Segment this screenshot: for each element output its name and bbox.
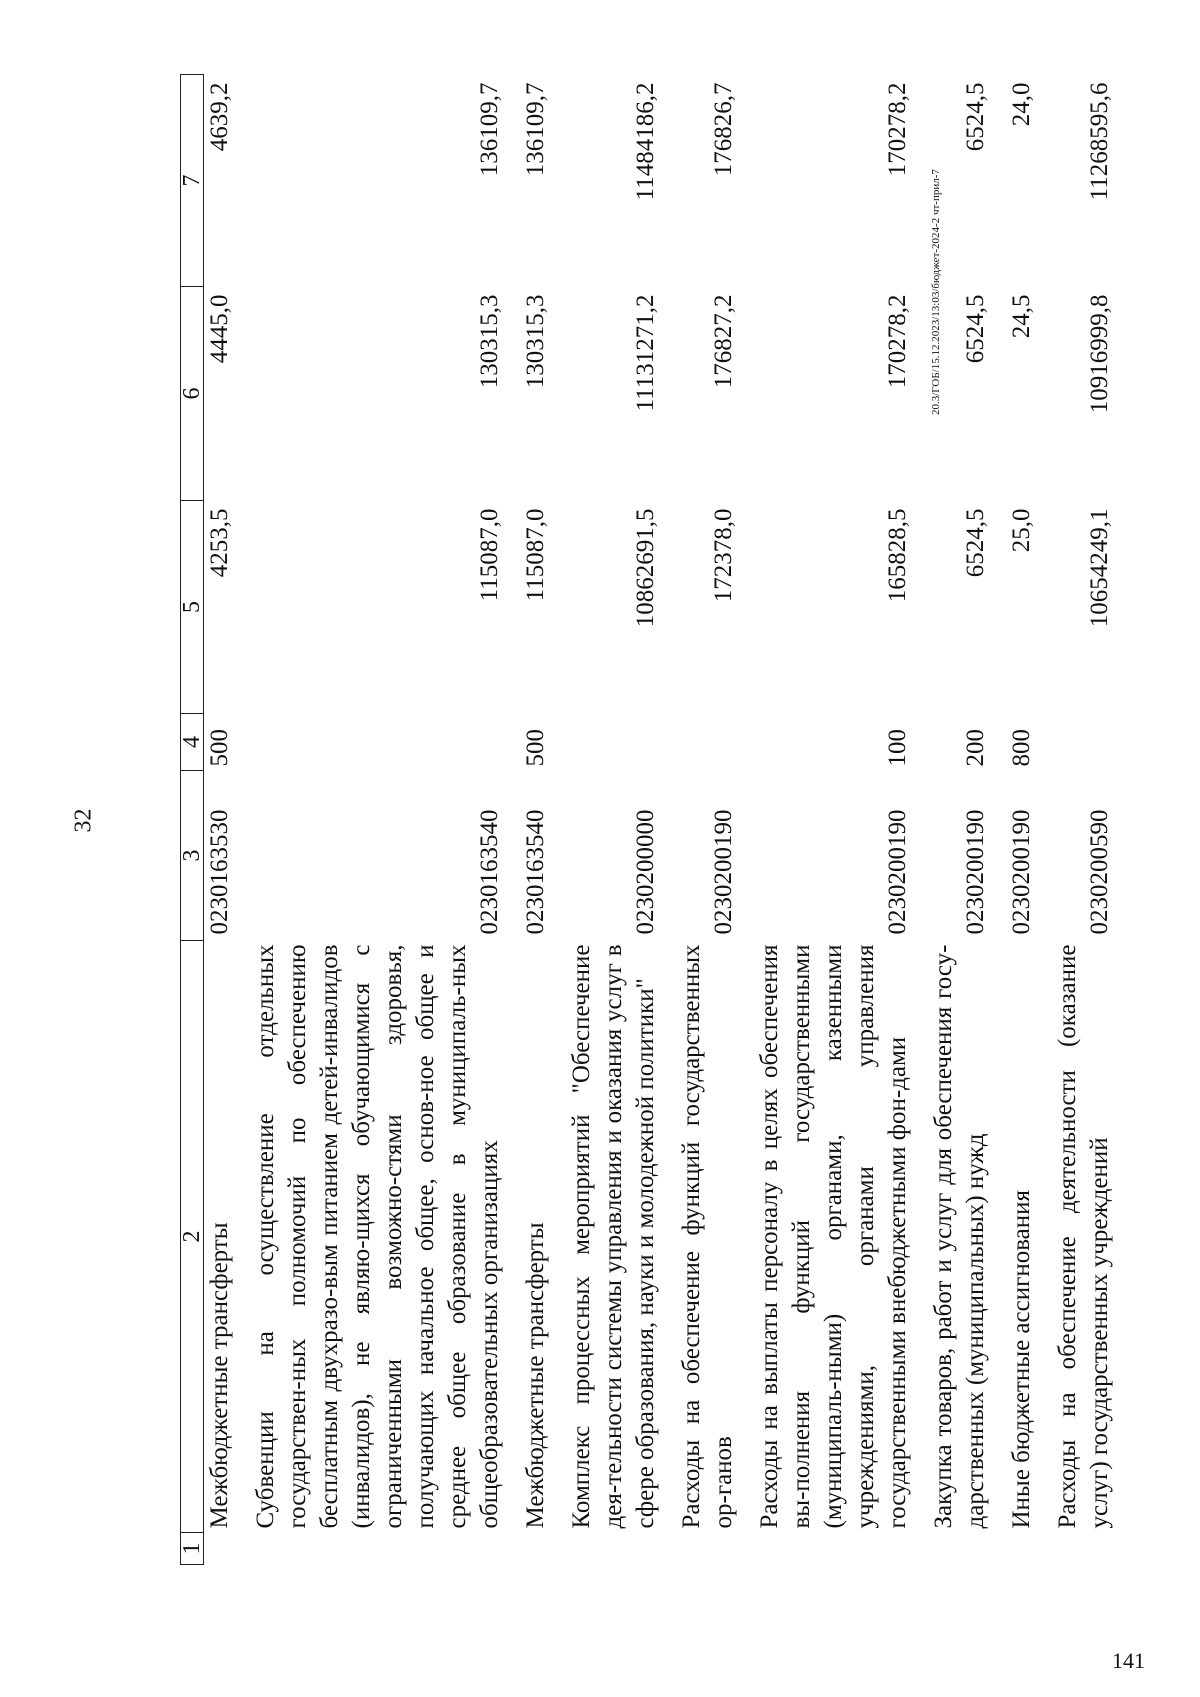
table-row [662, 75, 740, 1565]
row-value-col6: 176827,2 [710, 294, 737, 389]
header-col-7: 7 [181, 75, 204, 287]
table-row [552, 75, 662, 1565]
row-kind [1038, 714, 1116, 771]
header-col-5: 5 [181, 501, 204, 714]
row-value-col6: 130315,3 [476, 294, 503, 389]
row-code: 0230200000 [632, 809, 659, 935]
row-code: 0230200190 [710, 809, 737, 935]
row-kind [236, 714, 506, 771]
row-value-col6: 10916999,8 [1086, 294, 1113, 414]
row-kind: 200 [962, 729, 989, 767]
rotated-table-area [179, 75, 1113, 1565]
row-kind [662, 714, 740, 771]
row-kind: 800 [1008, 729, 1035, 767]
row-code: 0230163540 [476, 809, 503, 935]
row-name: Иные бюджетные ассигнования [1008, 1189, 1035, 1529]
row-name: Расходы на обеспечение деятельности (оказание услуг) государственных учреждений [1054, 944, 1113, 1529]
page-number: 32 [70, 808, 97, 833]
row-value-col6: 170278,2 [884, 294, 911, 389]
table-row [204, 75, 237, 1565]
sheet-number: 141 [1112, 1648, 1145, 1673]
row-value-col7: 6524,5 [962, 82, 989, 152]
row-kind: 100 [884, 729, 911, 767]
table-row [914, 75, 992, 1565]
row-kind: 500 [522, 729, 549, 767]
row-value-col5: 165828,5 [884, 508, 911, 603]
row-value-col6: 130315,3 [522, 294, 549, 389]
row-value-col6: 4445,0 [206, 294, 233, 364]
table-row [236, 75, 506, 1565]
row-name: Расходы на выплаты персоналу в целях обеспечения вы-полнения функций государственными (муниципаль-ными) органами, казенными учреждениями, органами управления государственными внебюджетными фон-дами [756, 944, 911, 1529]
row-value-col6: 11131271,2 [632, 294, 659, 412]
row-value-col7: 11484186,2 [632, 82, 659, 201]
row-code: 0230163530 [206, 809, 233, 935]
row-name: Межбюджетные трансферты [522, 1222, 549, 1529]
row-name: Межбюджетные трансферты [206, 1222, 233, 1529]
row-value-col5: 25,0 [1008, 508, 1035, 553]
row-name: Расходы на обеспечение функций государственных ор-ганов [678, 944, 737, 1529]
row-kind [552, 714, 662, 771]
row-value-col6: 6524,5 [962, 294, 989, 364]
row-value-col7: 24,0 [1008, 82, 1035, 127]
row-value-col5: 10654249,1 [1086, 508, 1113, 628]
row-value-col6: 24,5 [1008, 294, 1035, 339]
row-value-col7: 136109,7 [476, 82, 503, 177]
row-kind: 500 [206, 729, 233, 767]
table-row [992, 75, 1038, 1565]
header-col-1: 1 [181, 1533, 204, 1565]
header-col-4: 4 [181, 714, 204, 771]
table-row [1038, 75, 1116, 1565]
budget-table [180, 74, 1116, 1565]
row-code: 0230200190 [962, 809, 989, 935]
row-value-col7: 11268595,6 [1086, 82, 1113, 201]
row-value-col5: 10862691,5 [632, 508, 659, 628]
row-value-col7: 136109,7 [522, 82, 549, 177]
row-code: 0230200190 [884, 809, 911, 935]
row-value-col5: 4253,5 [206, 508, 233, 578]
footer-code: 20.3/ГОБ/15.12.2023/13:03/бюджет-2024-2 чт-прил-7 [930, 169, 942, 415]
table-row [506, 75, 552, 1565]
row-value-col7: 4639,2 [206, 82, 233, 152]
row-name: Комплекс процессных мероприятий "Обеспечение дея-тельности системы управления и оказания услуг в сфере образования, науки и молодежной политики" [568, 944, 659, 1529]
header-row [181, 75, 204, 1565]
row-value-col5: 115087,0 [476, 508, 503, 602]
row-code: 0230200190 [1008, 809, 1035, 935]
header-col-2: 2 [181, 941, 204, 1533]
row-value-col5: 172378,0 [710, 508, 737, 603]
row-name: Субвенции на осуществление отдельных государствен-ных полномочий по обеспечению бесплатным двухразо-вым питанием детей-инвалидов (инвалидов), не являю-щихся обучающимися с ограниченными возможно-стями здоровья, получающих начальное общее, основ-ное общее и среднее общее образование в муниципаль-ных общеобразовательных организациях [252, 944, 503, 1529]
row-value-col5: 6524,5 [962, 508, 989, 578]
header-col-6: 6 [181, 287, 204, 501]
row-value-col7: 176826,7 [710, 82, 737, 177]
row-code: 0230163540 [522, 809, 549, 935]
table-row [740, 75, 914, 1565]
header-col-3: 3 [181, 771, 204, 941]
row-code: 0230200590 [1086, 809, 1113, 935]
row-value-col7: 170278,2 [884, 82, 911, 177]
row-value-col5: 115087,0 [522, 508, 549, 602]
row-name: Закупка товаров, работ и услуг для обеспечения госу-дарственных (муниципальных) нужд [930, 944, 989, 1529]
